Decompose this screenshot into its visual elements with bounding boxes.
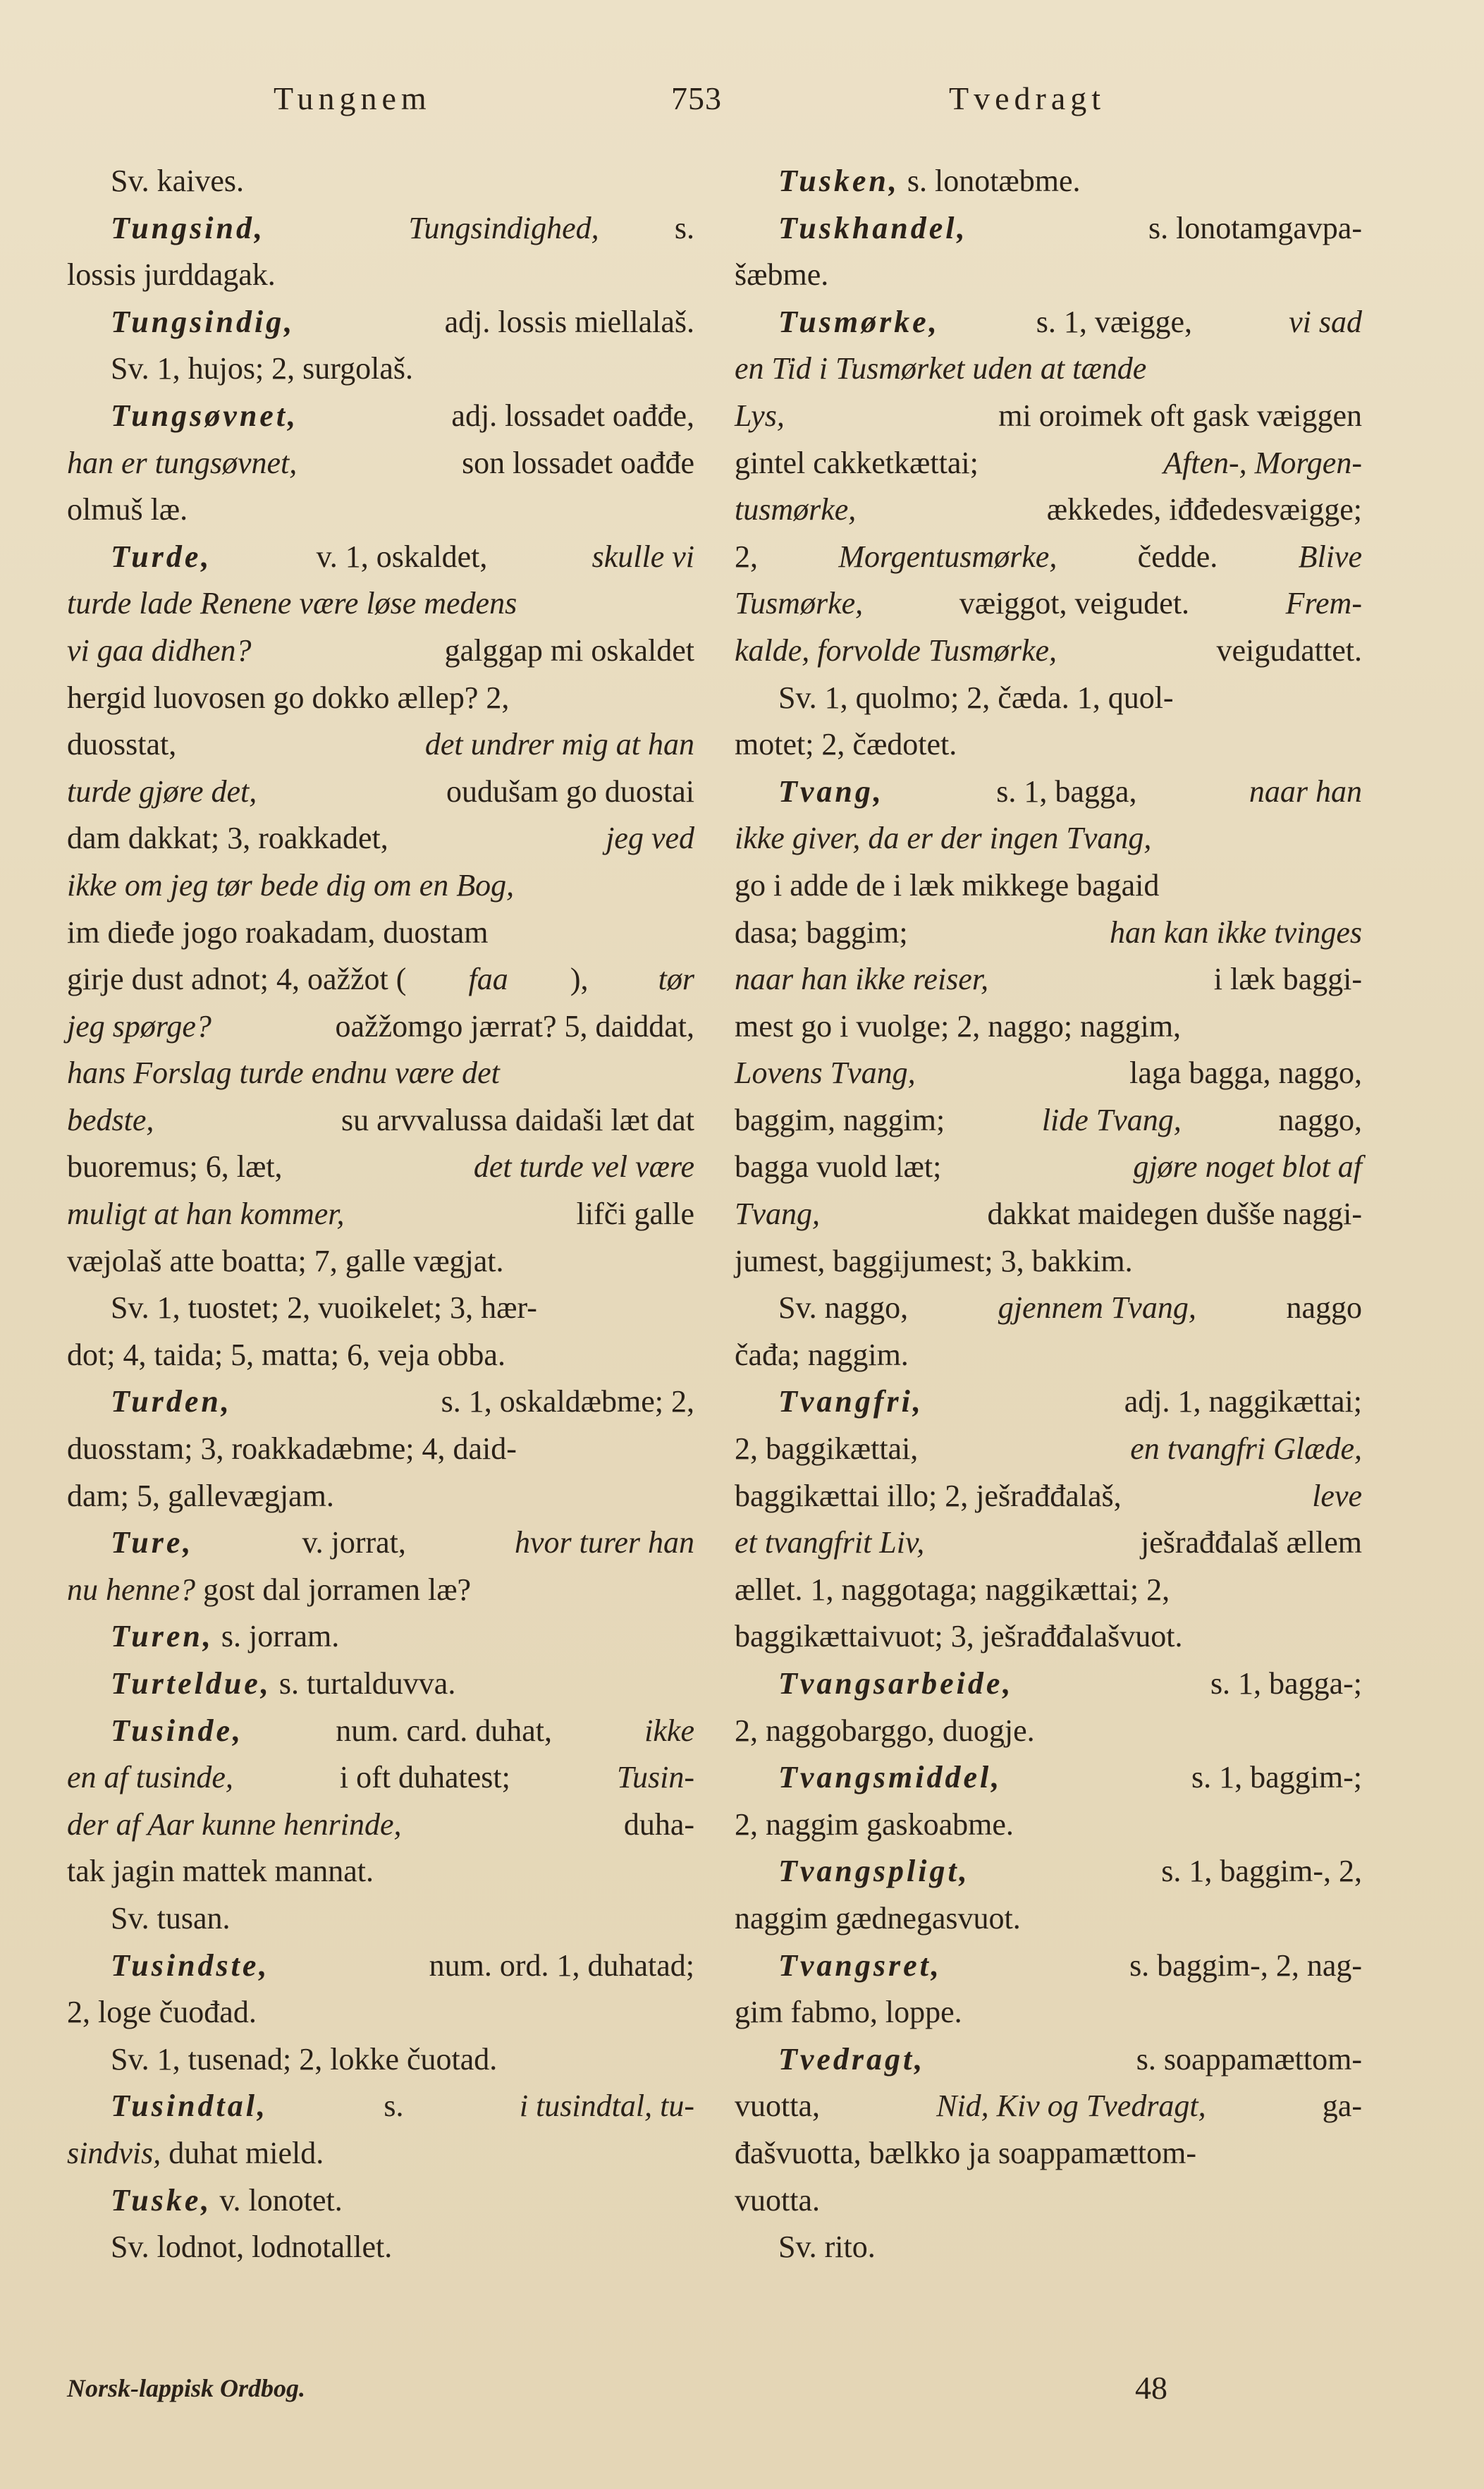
text-segment: čađa; naggim. xyxy=(735,1337,909,1372)
text-segment: laga bagga, naggo, xyxy=(1122,1056,1362,1091)
text-segment: i læk baggi- xyxy=(1206,962,1362,997)
text-line xyxy=(67,1003,694,1051)
text-segment: s. turtalduvva. xyxy=(271,1666,456,1701)
text-segment: 2, xyxy=(735,539,766,574)
text-segment: gintel cakketkættai; xyxy=(735,445,986,480)
text-segment: dasa; baggim; xyxy=(735,915,916,950)
italic-phrase: gjøre noget blot af xyxy=(1133,1149,1362,1185)
text-segment: naggo xyxy=(1278,1290,1362,1326)
italic-phrase: der af Aar kunne henrinde, xyxy=(67,1806,402,1842)
text-segment: vuotta. xyxy=(735,2182,820,2218)
text-segment: Sv. tusan. xyxy=(111,1900,231,1935)
text-segment: vuotta, xyxy=(735,2089,828,2124)
text-segment: mest go i vuolge; 2, naggo; naggim, xyxy=(735,1008,1182,1044)
italic-phrase: Lys, xyxy=(735,398,785,433)
text-segment: ællet. 1, naggotaga; naggikættai; 2, xyxy=(735,1572,1170,1607)
text-segment: galggap mi oskaldet xyxy=(436,632,694,668)
text-line xyxy=(735,1473,1362,1520)
text-segment: Sv. 1, quolmo; 2, čæda. 1, quol- xyxy=(778,680,1174,715)
text-line xyxy=(67,1895,694,1943)
text-segment: mi oroimek oft gask væiggen xyxy=(991,398,1362,433)
text-segment: baggikættai illo; 2, ješrađđalaš, xyxy=(735,1478,1129,1513)
text-segment: adj. 1, naggikættai; xyxy=(1116,1384,1362,1419)
italic-phrase: turde lade Renene være løse medens xyxy=(67,586,517,621)
italic-phrase: han kan ikke tvinges xyxy=(1110,915,1362,950)
italic-phrase: ikke om jeg tør bede dig om en Bog, xyxy=(67,867,515,903)
text-line xyxy=(735,2177,1362,2225)
text-segment: jumest, baggijumest; 3, bakkim. xyxy=(735,1243,1133,1278)
text-segment: s. lonotamgavpa- xyxy=(1140,210,1362,245)
text-segment: v. jorrat, xyxy=(294,1525,414,1560)
text-line xyxy=(67,769,694,816)
page-number: 753 xyxy=(671,80,722,116)
text-line xyxy=(735,721,1362,769)
text-line xyxy=(735,956,1362,1003)
entry-headword: Tvangsarbeide, xyxy=(778,1666,1014,1701)
italic-phrase: hans Forslag turde endnu være det xyxy=(67,1056,500,1091)
text-line xyxy=(735,1191,1362,1238)
text-line xyxy=(735,1332,1362,1379)
header-left-guideword: Tungnem xyxy=(274,80,431,116)
entry-headword: Tungsind, xyxy=(111,210,266,245)
text-segment: s. 1, væigge, xyxy=(1028,304,1201,339)
text-segment: čedde. xyxy=(1129,539,1226,574)
text-segment: 2, loge čuođad. xyxy=(67,1995,257,2030)
text-line xyxy=(735,1943,1362,1990)
text-line xyxy=(67,1613,694,1661)
text-line xyxy=(735,1285,1362,1332)
text-line xyxy=(735,393,1362,440)
italic-phrase: Morgentusmørke, xyxy=(838,539,1057,574)
text-segment: s. jorram. xyxy=(213,1619,340,1654)
entry-headword: Tvangsret, xyxy=(778,1947,942,1983)
text-segment: s. baggim-, 2, nag- xyxy=(1122,1947,1362,1983)
italic-phrase: jeg ved xyxy=(606,821,694,856)
italic-phrase: Tusmørke, xyxy=(735,586,864,621)
text-line xyxy=(735,1708,1362,1755)
text-segment: naggo, xyxy=(1270,1102,1362,1137)
text-segment: dam dakkat; 3, roakkadet, xyxy=(67,821,396,856)
text-line xyxy=(735,1848,1362,1895)
italic-phrase: vi sad xyxy=(1289,304,1362,339)
entry-headword: Tvangfri, xyxy=(778,1384,924,1419)
text-segment: oažžomgo jærrat? 5, daiddat, xyxy=(327,1008,694,1044)
text-line xyxy=(67,1097,694,1144)
italic-phrase: det undrer mig at han xyxy=(424,727,694,762)
text-segment: olmuš læ. xyxy=(67,492,188,527)
text-line xyxy=(67,1378,694,1426)
italic-phrase: lide Tvang, xyxy=(1041,1102,1182,1137)
entry-headword: Tusindste, xyxy=(111,1947,270,1983)
text-segment: s. xyxy=(376,2089,412,2124)
text-line xyxy=(67,580,694,628)
text-line xyxy=(67,205,694,252)
text-segment: duosstam; 3, roakkadæbme; 4, daid- xyxy=(67,1431,517,1467)
text-segment: s. 1, bagga, xyxy=(988,773,1145,809)
text-line xyxy=(67,1708,694,1755)
entry-headword: Tungsøvnet, xyxy=(111,398,299,433)
text-line xyxy=(735,769,1362,816)
text-line xyxy=(735,1802,1362,1849)
text-line xyxy=(67,1050,694,1097)
text-line xyxy=(67,1661,694,1708)
text-line xyxy=(735,205,1362,252)
text-segment: lifči galle xyxy=(568,1197,694,1232)
italic-phrase: vi gaa didhen? xyxy=(67,632,252,668)
text-segment: Sv. lodnot, lodnotallet. xyxy=(111,2230,393,2265)
text-segment: hergid luovosen go dokko ællep? 2, xyxy=(67,680,510,715)
text-segment: 2, naggobarggo, duogje. xyxy=(735,1713,1035,1748)
text-line xyxy=(735,1378,1362,1426)
text-segment: s. 1, bagga-; xyxy=(1202,1666,1362,1701)
text-line xyxy=(735,534,1362,581)
text-line xyxy=(735,487,1362,534)
text-line xyxy=(67,1426,694,1473)
entry-headword: Tvangspligt, xyxy=(778,1854,970,1889)
text-line xyxy=(67,1473,694,1520)
italic-phrase: nu henne? xyxy=(67,1572,196,1607)
italic-phrase: turde gjøre det, xyxy=(67,773,257,809)
text-segment: lossis jurddagak. xyxy=(67,257,276,293)
text-line xyxy=(67,393,694,440)
text-line xyxy=(67,2036,694,2084)
italic-phrase: Nid, Kiv og Tvedragt, xyxy=(936,2089,1206,2124)
text-line xyxy=(735,1661,1362,1708)
left-column xyxy=(67,158,694,2271)
text-segment: væiggot, veigudet. xyxy=(951,586,1198,621)
text-line xyxy=(67,1144,694,1191)
text-segment: duha- xyxy=(615,1806,694,1842)
text-segment: su arvvalussa daidaši læt dat xyxy=(333,1102,694,1137)
text-segment: oudušam go duostai xyxy=(439,773,694,809)
text-segment: šæbme. xyxy=(735,257,829,293)
text-segment: naggim gædnegasvuot. xyxy=(735,1900,1021,1935)
text-segment: s. 1, baggim-; xyxy=(1184,1760,1362,1795)
entry-headword: Tusmørke, xyxy=(778,304,940,339)
text-line xyxy=(67,1285,694,1332)
text-segment: dam; 5, gallevægjam. xyxy=(67,1478,334,1513)
text-segment: Sv. 1, tuostet; 2, vuoikelet; 3, hær- xyxy=(111,1290,537,1326)
text-line xyxy=(67,956,694,1003)
sheet-number: 48 xyxy=(1135,2370,1167,2406)
text-line xyxy=(67,815,694,862)
text-segment: adj. lossadet oađđe, xyxy=(443,398,694,433)
text-segment: Sv. 1, tusenad; 2, lokke čuotad. xyxy=(111,2041,498,2077)
text-line xyxy=(67,1191,694,1238)
text-segment: veigudattet. xyxy=(1208,632,1362,668)
text-segment: 2, baggikættai, xyxy=(735,1431,926,1467)
text-segment: 2, naggim gaskoabme. xyxy=(735,1806,1014,1842)
italic-phrase: han er tungsøvnet, xyxy=(67,445,298,480)
italic-phrase: muligt at han kommer, xyxy=(67,1197,345,1232)
text-line xyxy=(735,252,1362,299)
entry-headword: Tusinde, xyxy=(111,1713,244,1748)
text-segment: v. 1, oskaldet, xyxy=(308,539,496,574)
text-line xyxy=(735,1144,1362,1191)
entry-headword: Ture, xyxy=(111,1525,194,1560)
text-segment: v. lonotet. xyxy=(211,2182,343,2218)
text-line xyxy=(735,2130,1362,2177)
text-line xyxy=(735,158,1362,205)
text-line xyxy=(67,1519,694,1567)
italic-phrase: hvor turer han xyxy=(514,1525,694,1560)
italic-phrase: Lovens Tvang, xyxy=(735,1056,916,1091)
running-header xyxy=(0,71,1484,127)
text-segment: girje dust adnot; 4, oažžot ( xyxy=(67,962,407,997)
text-segment: ), xyxy=(570,962,596,997)
text-line xyxy=(735,580,1362,628)
text-segment: ækkedes, iđđedesvæigge; xyxy=(1038,492,1362,527)
text-segment: gim fabmo, loppe. xyxy=(735,1995,962,2030)
text-line xyxy=(67,252,694,299)
text-line xyxy=(735,628,1362,675)
text-line xyxy=(735,2083,1362,2130)
entry-headword: Tungsindig, xyxy=(111,304,295,339)
entry-headword: Turde, xyxy=(111,539,212,574)
text-segment: ga- xyxy=(1314,2089,1362,2124)
text-segment: num. ord. 1, duhatad; xyxy=(421,1947,694,1983)
text-line xyxy=(67,675,694,722)
text-segment: Sv. kaives. xyxy=(111,164,245,198)
text-line xyxy=(67,1943,694,1990)
text-segment: Sv. 1, hujos; 2, surgolaš. xyxy=(111,351,414,386)
text-line xyxy=(67,487,694,534)
italic-phrase: en Tid i Tusmørket uden at tænde xyxy=(735,351,1147,386)
text-line xyxy=(735,345,1362,393)
signature-mark: Norsk-lappisk Ordbog. xyxy=(67,2374,306,2402)
text-line xyxy=(735,1097,1362,1144)
text-line xyxy=(735,1754,1362,1802)
text-segment: gost dal jorramen læ? xyxy=(195,1572,472,1607)
text-line xyxy=(67,1332,694,1379)
entry-headword: Tusken, xyxy=(778,164,900,198)
entry-headword: Turen, xyxy=(111,1619,214,1654)
italic-phrase: Aften-, Morgen- xyxy=(1163,445,1362,480)
text-segment: baggikættaivuot; 3, ješrađđalašvuot. xyxy=(735,1619,1183,1654)
text-segment: dot; 4, taida; 5, matta; 6, veja obba. xyxy=(67,1337,505,1372)
text-line xyxy=(735,299,1362,346)
entry-headword: Tvangsmiddel, xyxy=(778,1760,1002,1795)
text-line xyxy=(67,1989,694,2036)
italic-phrase: jeg spørge? xyxy=(67,1008,211,1044)
italic-phrase: leve xyxy=(1312,1478,1362,1513)
text-line xyxy=(735,1567,1362,1614)
text-line xyxy=(67,534,694,581)
text-line xyxy=(67,721,694,769)
text-segment: s. lonotæbme. xyxy=(899,164,1081,198)
text-line xyxy=(735,1613,1362,1661)
header-right-guideword: Tvedragt xyxy=(949,80,1106,116)
text-line xyxy=(67,158,694,205)
text-segment: Sv. naggo, xyxy=(778,1290,916,1326)
text-segment: duhat mield. xyxy=(161,2135,324,2170)
text-line xyxy=(67,628,694,675)
text-line xyxy=(735,1238,1362,1285)
entry-headword: Tusindtal, xyxy=(111,2089,268,2124)
italic-phrase: naar han ikke reiser, xyxy=(735,962,989,997)
text-line xyxy=(67,1567,694,1614)
text-line xyxy=(67,2083,694,2130)
text-line xyxy=(67,1238,694,1285)
italic-phrase: sindvis, xyxy=(67,2135,161,2170)
text-line xyxy=(67,862,694,910)
text-line xyxy=(67,1802,694,1849)
entry-headword: Turteldue, xyxy=(111,1666,271,1701)
text-segment: num. card. duhat, xyxy=(328,1713,560,1748)
italic-phrase: ikke giver, da er der ingen Tvang, xyxy=(735,821,1152,856)
italic-phrase: bedste, xyxy=(67,1102,154,1137)
text-segment: s. 1, baggim-, 2, xyxy=(1153,1854,1362,1889)
text-segment: im dieđe jogo roakadam, duostam xyxy=(67,915,489,950)
text-segment: s. soappamættom- xyxy=(1128,2041,1362,2077)
text-line xyxy=(735,1426,1362,1473)
italic-phrase: det turde vel være xyxy=(473,1149,694,1185)
text-line xyxy=(67,2130,694,2177)
text-segment: son lossadet oađđe xyxy=(454,445,694,480)
italic-phrase: en af tusinde, xyxy=(67,1760,233,1795)
italic-phrase: Frem- xyxy=(1285,586,1362,621)
text-line xyxy=(735,2036,1362,2084)
text-line xyxy=(67,2177,694,2225)
text-segment: ješrađđalaš ællem xyxy=(1132,1525,1362,1560)
italic-phrase: tusmørke, xyxy=(735,492,857,527)
text-segment xyxy=(333,205,341,252)
text-line xyxy=(735,1519,1362,1567)
text-line xyxy=(735,1050,1362,1097)
entry-headword: Tuske, xyxy=(111,2182,212,2218)
entry-headword: Tvedragt, xyxy=(778,2041,926,2077)
entry-headword: Tuskhandel, xyxy=(778,210,968,245)
text-line xyxy=(735,675,1362,722)
italic-phrase: Tungsindighed, xyxy=(408,210,599,245)
text-line xyxy=(735,862,1362,910)
text-segment: dakkat maidegen dušše naggi- xyxy=(979,1197,1362,1232)
text-line xyxy=(735,1895,1362,1943)
text-segment: buoremus; 6, læt, xyxy=(67,1149,290,1185)
text-segment: væjolaš atte boatta; 7, galle vægjat. xyxy=(67,1243,504,1278)
italic-phrase: naar han xyxy=(1249,773,1362,809)
italic-phrase: tør xyxy=(658,962,694,997)
text-line xyxy=(67,2224,694,2271)
text-segment: baggim, naggim; xyxy=(735,1102,953,1137)
italic-phrase: skulle vi xyxy=(591,539,694,574)
text-line xyxy=(67,299,694,346)
text-segment: Sv. rito. xyxy=(778,2230,876,2265)
italic-phrase: ikke xyxy=(644,1713,694,1748)
text-line xyxy=(67,345,694,393)
text-segment: s. 1, oskaldæbme; 2, xyxy=(433,1384,694,1419)
entry-headword: Turden, xyxy=(111,1384,232,1419)
italic-phrase: Blive xyxy=(1298,539,1362,574)
italic-phrase: faa xyxy=(468,962,508,997)
text-line xyxy=(67,1848,694,1895)
text-line xyxy=(735,910,1362,957)
text-line xyxy=(67,1754,694,1802)
text-line xyxy=(735,815,1362,862)
text-segment: duosstat, xyxy=(67,727,185,762)
italic-phrase: gjennem Tvang, xyxy=(998,1290,1196,1326)
text-segment: motet; 2, čædotet. xyxy=(735,727,957,762)
right-column xyxy=(735,158,1362,2271)
italic-phrase: i tusindtal, tu- xyxy=(519,2089,694,2124)
italic-phrase: et tvangfrit Liv, xyxy=(735,1525,925,1560)
text-segment: adj. lossis miellalaš. xyxy=(436,304,694,339)
page-footer xyxy=(0,2363,1484,2413)
text-segment: i oft duhatest; xyxy=(331,1760,518,1795)
text-segment: go i adde de i læk mikkege bagaid xyxy=(735,867,1160,903)
text-line xyxy=(67,910,694,957)
italic-phrase: en tvangfri Glæde, xyxy=(1130,1431,1362,1467)
text-line xyxy=(735,1989,1362,2036)
text-line xyxy=(735,440,1362,487)
italic-phrase: Tvang, xyxy=(735,1197,820,1232)
italic-phrase: kalde, forvolde Tusmørke, xyxy=(735,632,1057,668)
text-segment: bagga vuold læt; xyxy=(735,1149,950,1185)
text-segment: đašvuotta, bælkko ja soappamættom- xyxy=(735,2135,1197,2170)
italic-phrase: Tusin- xyxy=(616,1760,694,1795)
text-line xyxy=(735,1003,1362,1051)
text-line xyxy=(735,2224,1362,2271)
text-segment: s. xyxy=(666,210,694,245)
text-line xyxy=(67,440,694,487)
text-segment: tak jagin mattek mannat. xyxy=(67,1854,374,1889)
entry-headword: Tvang, xyxy=(778,773,884,809)
